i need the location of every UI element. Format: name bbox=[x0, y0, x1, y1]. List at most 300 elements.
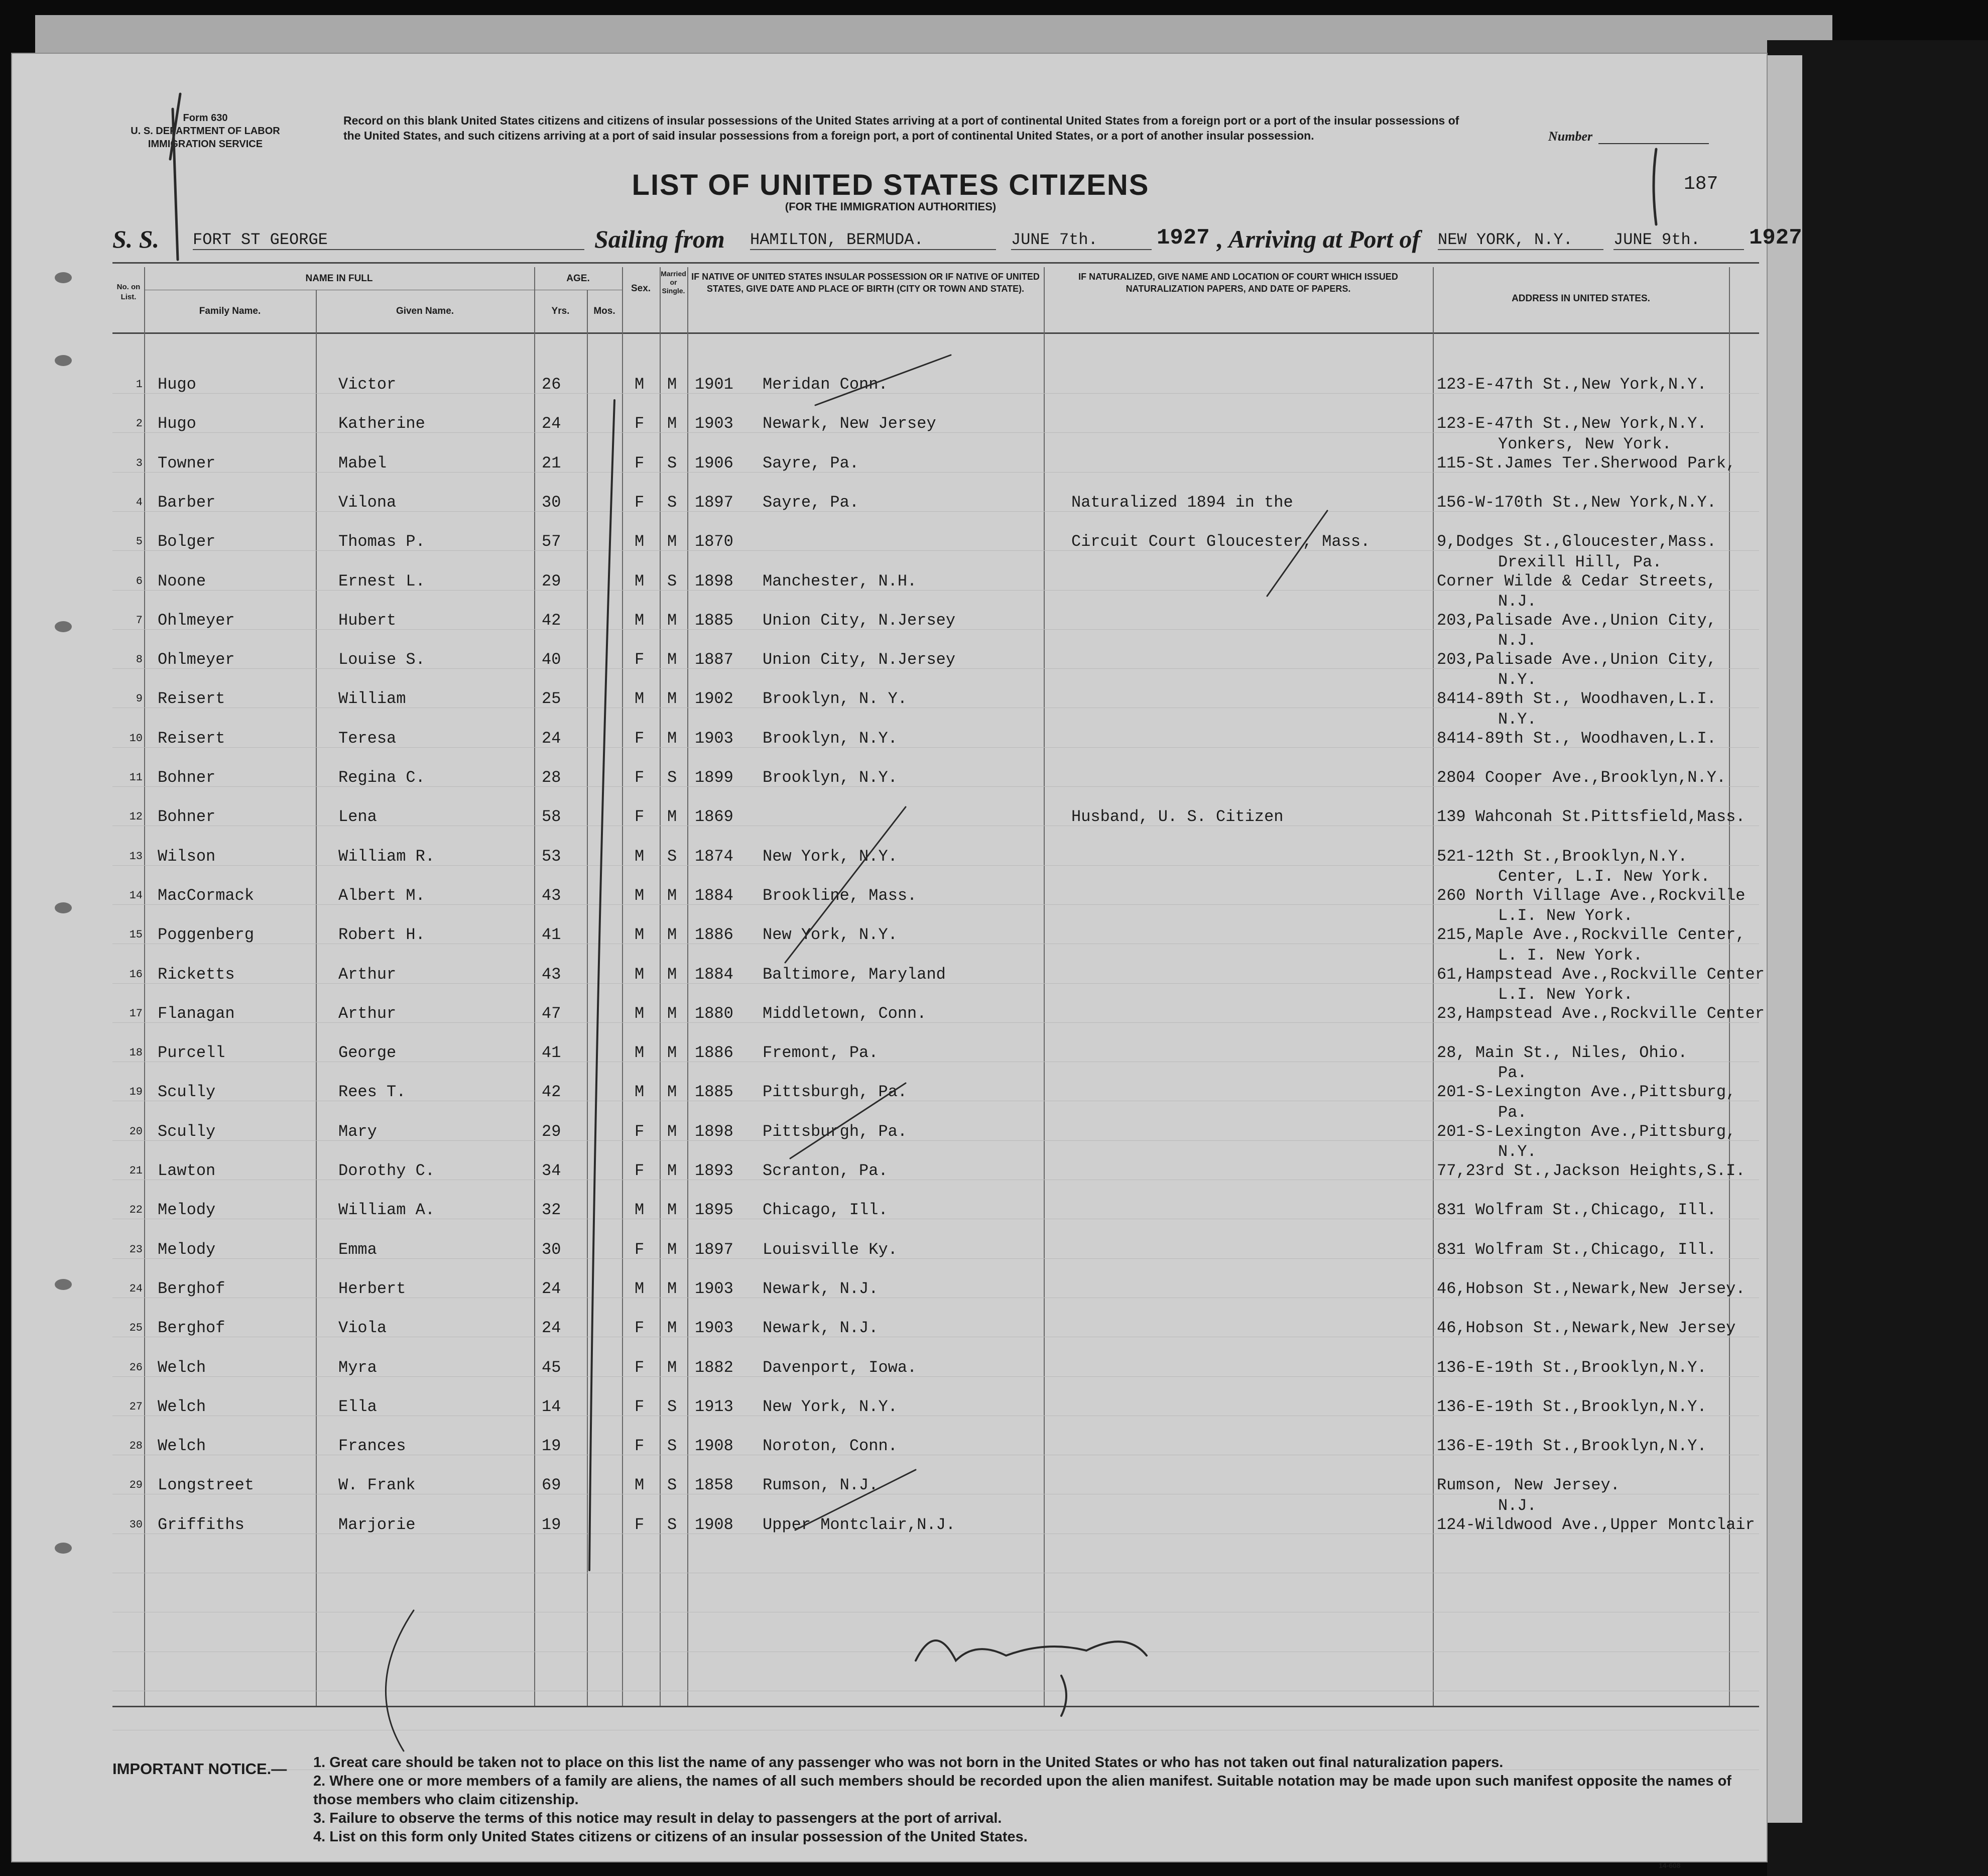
birth-year: 1903 bbox=[695, 1279, 733, 1298]
marital-status: M bbox=[667, 965, 677, 984]
marital-status: M bbox=[667, 729, 677, 748]
birth-year: 1870 bbox=[695, 532, 733, 551]
birth-place: Newark, N.J. bbox=[763, 1279, 879, 1298]
age-years: 28 bbox=[542, 768, 561, 787]
header-sex: Sex. bbox=[631, 283, 651, 294]
family-name: Bolger bbox=[158, 532, 216, 551]
marital-status: M bbox=[667, 1004, 677, 1023]
row-number: 29 bbox=[129, 1479, 143, 1492]
table-row bbox=[12, 1437, 1767, 1476]
family-name: Wilson bbox=[158, 847, 216, 866]
given-name: Katherine bbox=[338, 414, 425, 433]
row-number: 13 bbox=[129, 850, 143, 863]
address: 23,Hampstead Ave.,Rockville Center bbox=[1437, 1004, 1765, 1023]
sex: M bbox=[635, 925, 645, 945]
age-years: 29 bbox=[542, 571, 561, 591]
address-continuation: N.Y. bbox=[1498, 1142, 1537, 1161]
given-name: George bbox=[338, 1043, 397, 1063]
punch-hole bbox=[55, 902, 72, 913]
age-years: 30 bbox=[542, 1240, 561, 1259]
birth-year: 1897 bbox=[695, 1240, 733, 1259]
sex: M bbox=[635, 1201, 645, 1220]
table-row bbox=[12, 985, 1767, 1043]
given-name: Rees T. bbox=[338, 1083, 406, 1102]
header-age: AGE. bbox=[566, 273, 590, 284]
given-name: Victor bbox=[338, 375, 397, 394]
address: 831 Wolfram St.,Chicago, Ill. bbox=[1437, 1201, 1716, 1220]
punch-hole bbox=[55, 355, 72, 366]
marital-status: M bbox=[667, 1319, 677, 1338]
sex: M bbox=[635, 1083, 645, 1102]
given-name: William bbox=[338, 689, 406, 709]
marital-status: S bbox=[667, 1397, 677, 1416]
birth-year: 1902 bbox=[695, 689, 733, 709]
sex: F bbox=[635, 1319, 645, 1338]
marital-status: S bbox=[667, 1476, 677, 1495]
address-continuation: L.I. New York. bbox=[1498, 985, 1633, 1004]
birth-year: 1908 bbox=[695, 1437, 733, 1456]
birth-year: 1884 bbox=[695, 886, 733, 905]
birth-place: Baltimore, Maryland bbox=[763, 965, 946, 984]
family-name: Barber bbox=[158, 493, 216, 512]
birth-place: Pittsburgh, Pa. bbox=[763, 1122, 908, 1141]
address: 260 North Village Ave.,Rockville bbox=[1437, 886, 1746, 905]
family-name: Scully bbox=[158, 1122, 216, 1141]
sex: F bbox=[635, 650, 645, 669]
age-years: 24 bbox=[542, 1279, 561, 1298]
address: 46,Hobson St.,Newark,New Jersey. bbox=[1437, 1279, 1746, 1298]
address: 123-E-47th St.,New York,N.Y. bbox=[1437, 414, 1707, 433]
header-naturalized: IF NATURALIZED, GIVE NAME AND LOCATION OF COURT WHICH ISSUED NATURALIZATION PAPERS, AND DATE OF PAPERS. bbox=[1078, 272, 1398, 294]
header-yrs: Yrs. bbox=[551, 306, 570, 316]
sex: M bbox=[635, 1476, 645, 1495]
family-name: Griffiths bbox=[158, 1515, 244, 1534]
given-name: Ernest L. bbox=[338, 571, 425, 591]
naturalization: Husband, U. S. Citizen bbox=[1071, 807, 1284, 827]
sex: M bbox=[635, 1043, 645, 1063]
sex: F bbox=[635, 1358, 645, 1377]
table-bottom-rule bbox=[112, 1706, 1759, 1707]
sex: M bbox=[635, 375, 645, 394]
birth-place: Union City, N.Jersey bbox=[763, 650, 956, 669]
sex: M bbox=[635, 965, 645, 984]
address-continuation: N.J. bbox=[1498, 1496, 1537, 1515]
address-continuation: N.J. bbox=[1498, 631, 1537, 650]
address-continuation: L.I. New York. bbox=[1498, 906, 1633, 925]
address: 115-St.James Ter.Sherwood Park, bbox=[1437, 453, 1736, 473]
sex: F bbox=[635, 1397, 645, 1416]
row-number: 7 bbox=[136, 614, 143, 627]
family-name: Poggenberg bbox=[158, 925, 255, 945]
age-years: 45 bbox=[542, 1358, 561, 1377]
given-name: Viola bbox=[338, 1319, 387, 1338]
row-number: 22 bbox=[129, 1204, 143, 1217]
age-years: 40 bbox=[542, 650, 561, 669]
signature-stroke bbox=[916, 1640, 1147, 1661]
birth-place: New York, N.Y. bbox=[763, 847, 898, 866]
marital-status: M bbox=[667, 807, 677, 827]
table-row bbox=[12, 1240, 1767, 1279]
row-number: 18 bbox=[129, 1046, 143, 1060]
address: 201-S-Lexington Ave.,Pittsburg, bbox=[1437, 1083, 1736, 1102]
sex: M bbox=[635, 611, 645, 630]
punch-hole bbox=[55, 1543, 72, 1554]
given-name: Lena bbox=[338, 807, 377, 827]
row-number: 5 bbox=[136, 535, 143, 548]
row-number: 21 bbox=[129, 1164, 143, 1177]
address: 156-W-170th St.,New York,N.Y. bbox=[1437, 493, 1716, 512]
sailing-label: Sailing from bbox=[594, 225, 725, 253]
family-name: Melody bbox=[158, 1240, 216, 1259]
punch-hole bbox=[55, 1279, 72, 1290]
table-row bbox=[12, 710, 1767, 768]
family-name: Berghof bbox=[158, 1279, 225, 1298]
given-name: Vilona bbox=[338, 493, 397, 512]
address: 201-S-Lexington Ave.,Pittsburg, bbox=[1437, 1122, 1736, 1141]
age-years: 69 bbox=[542, 1476, 561, 1495]
address-continuation: Drexill Hill, Pa. bbox=[1498, 552, 1662, 571]
address: 123-E-47th St.,New York,N.Y. bbox=[1437, 375, 1707, 394]
header-married-single: Married or Single. bbox=[661, 270, 686, 295]
address: 831 Wolfram St.,Chicago, Ill. bbox=[1437, 1240, 1716, 1259]
age-years: 24 bbox=[542, 1319, 561, 1338]
age-years: 53 bbox=[542, 847, 561, 866]
row-number: 24 bbox=[129, 1282, 143, 1295]
family-name: Welch bbox=[158, 1437, 206, 1456]
sex: F bbox=[635, 1161, 645, 1180]
birth-year: 1882 bbox=[695, 1358, 733, 1377]
punch-hole bbox=[55, 272, 72, 283]
age-years: 42 bbox=[542, 1083, 561, 1102]
given-name: William R. bbox=[338, 847, 435, 866]
birth-year: 1897 bbox=[695, 493, 733, 512]
number-underline bbox=[1598, 143, 1709, 144]
row-number: 15 bbox=[129, 928, 143, 942]
row-number: 20 bbox=[129, 1125, 143, 1138]
table-top-rule bbox=[112, 262, 1759, 264]
page-number: 187 bbox=[1684, 173, 1718, 195]
family-name: Scully bbox=[158, 1083, 216, 1102]
given-name: Regina C. bbox=[338, 768, 425, 787]
marital-status: S bbox=[667, 1437, 677, 1456]
birth-place: Newark, New Jersey bbox=[763, 414, 936, 433]
address-continuation: L. I. New York. bbox=[1498, 946, 1643, 965]
row-number: 25 bbox=[129, 1322, 143, 1335]
birth-year: 1908 bbox=[695, 1515, 733, 1534]
page-subtitle: (FOR THE IMMIGRATION AUTHORITIES) bbox=[785, 200, 997, 213]
sex: F bbox=[635, 414, 645, 433]
arrival-port: NEW YORK, N.Y. bbox=[1438, 230, 1603, 250]
table-row bbox=[12, 1201, 1767, 1240]
age-years: 14 bbox=[542, 1397, 561, 1416]
age-years: 47 bbox=[542, 1004, 561, 1023]
age-years: 43 bbox=[542, 886, 561, 905]
table-row bbox=[12, 375, 1767, 414]
table-row bbox=[12, 1358, 1767, 1397]
header-no: No. on List. bbox=[116, 283, 141, 301]
birth-place: Brooklyn, N.Y. bbox=[763, 729, 898, 748]
sex: F bbox=[635, 1122, 645, 1141]
birth-place: Middletown, Conn. bbox=[763, 1004, 927, 1023]
given-name: Mabel bbox=[338, 453, 387, 473]
address-continuation: N.Y. bbox=[1498, 670, 1537, 689]
address-continuation: Center, L.I. New York. bbox=[1498, 867, 1710, 886]
address: 8414-89th St., Woodhaven,L.I. bbox=[1437, 689, 1716, 709]
marital-status: M bbox=[667, 925, 677, 945]
address: 124-Wildwood Ave.,Upper Montclair bbox=[1437, 1515, 1755, 1534]
marital-status: S bbox=[667, 847, 677, 866]
notice-item: 2. Where one or more members of a family are aliens, the names of all such members should be recorded upon the alien manifest. Suitable notation may be made upon such manifest opposite the names of those members who claim citizenship. bbox=[313, 1773, 1731, 1808]
family-name: Lawton bbox=[158, 1161, 216, 1180]
address: 61,Hampstead Ave.,Rockville Center bbox=[1437, 965, 1765, 984]
sex: M bbox=[635, 689, 645, 709]
address: 521-12th St.,Brooklyn,N.Y. bbox=[1437, 847, 1688, 866]
sex: F bbox=[635, 768, 645, 787]
age-years: 24 bbox=[542, 414, 561, 433]
address-continuation: Pa. bbox=[1498, 1103, 1527, 1122]
notice-item: 1. Great care should be taken not to place on this list the name of any passenger who was not born in the United States or who has not taken out final naturalization papers. bbox=[313, 1754, 1504, 1771]
birth-year: 1899 bbox=[695, 768, 733, 787]
address: Rumson, New Jersey. bbox=[1437, 1476, 1620, 1495]
birth-place: Union City, N.Jersey bbox=[763, 611, 956, 630]
ship-name: FORT ST GEORGE bbox=[193, 230, 584, 250]
family-name: Hugo bbox=[158, 414, 196, 433]
age-years: 19 bbox=[542, 1515, 561, 1534]
page-title: LIST OF UNITED STATES CITIZENS bbox=[632, 169, 1150, 201]
birth-year: 1898 bbox=[695, 571, 733, 591]
address-continuation: N.J. bbox=[1498, 592, 1537, 611]
birth-place: Pittsburgh, Pa. bbox=[763, 1083, 908, 1102]
notice-item: 4. List on this form only United States citizens or citizens of an insular possession of the United States. bbox=[313, 1829, 1028, 1845]
birth-place: Davenport, Iowa. bbox=[763, 1358, 917, 1377]
birth-place: New York, N.Y. bbox=[763, 1397, 898, 1416]
table-row bbox=[12, 434, 1767, 493]
number-label: Number bbox=[1548, 129, 1593, 144]
sex: F bbox=[635, 807, 645, 827]
marital-status: M bbox=[667, 1201, 677, 1220]
given-name: Arthur bbox=[338, 965, 397, 984]
family-name: Towner bbox=[158, 453, 216, 473]
row-number: 26 bbox=[129, 1361, 143, 1374]
age-years: 58 bbox=[542, 807, 561, 827]
marital-status: M bbox=[667, 1358, 677, 1377]
given-name: Emma bbox=[338, 1240, 377, 1259]
family-name: Welch bbox=[158, 1397, 206, 1416]
sex: F bbox=[635, 453, 645, 473]
table-row bbox=[12, 1397, 1767, 1437]
row-number: 2 bbox=[136, 417, 143, 430]
marital-status: M bbox=[667, 611, 677, 630]
sex: F bbox=[635, 1515, 645, 1534]
address: 46,Hobson St.,Newark,New Jersey bbox=[1437, 1319, 1736, 1338]
given-name: Arthur bbox=[338, 1004, 397, 1023]
row-number: 28 bbox=[129, 1440, 143, 1453]
form-code: 14-608 bbox=[1659, 1861, 1681, 1869]
row-number: 10 bbox=[129, 732, 143, 745]
marital-status: M bbox=[667, 532, 677, 551]
marital-status: S bbox=[667, 1515, 677, 1534]
birth-place: Noroton, Conn. bbox=[763, 1437, 898, 1456]
age-years: 21 bbox=[542, 453, 561, 473]
birth-year: 1885 bbox=[695, 1083, 733, 1102]
given-name: Dorothy C. bbox=[338, 1161, 435, 1180]
family-name: Ohlmeyer bbox=[158, 611, 235, 630]
marital-status: M bbox=[667, 1043, 677, 1063]
row-number: 3 bbox=[136, 456, 143, 470]
given-name: William A. bbox=[338, 1201, 435, 1220]
given-name: Thomas P. bbox=[338, 532, 425, 551]
row-number: 6 bbox=[136, 574, 143, 588]
family-name: Noone bbox=[158, 571, 206, 591]
table-row bbox=[12, 493, 1767, 532]
birth-year: 1874 bbox=[695, 847, 733, 866]
marital-status: S bbox=[667, 453, 677, 473]
table-row bbox=[12, 1319, 1767, 1358]
marital-status: M bbox=[667, 1161, 677, 1180]
family-name: Purcell bbox=[158, 1043, 225, 1063]
age-years: 26 bbox=[542, 375, 561, 394]
header-mos: Mos. bbox=[593, 306, 615, 316]
family-name: Bohner bbox=[158, 807, 216, 827]
marital-status: M bbox=[667, 886, 677, 905]
given-name: Teresa bbox=[338, 729, 397, 748]
birth-year: 1858 bbox=[695, 1476, 733, 1495]
birth-year: 1886 bbox=[695, 1043, 733, 1063]
marital-status: S bbox=[667, 493, 677, 512]
header-address: ADDRESS IN UNITED STATES. bbox=[1512, 293, 1650, 304]
marital-status: S bbox=[667, 768, 677, 787]
birth-year: 1898 bbox=[695, 1122, 733, 1141]
sex: F bbox=[635, 1240, 645, 1259]
address: 28, Main St., Niles, Ohio. bbox=[1437, 1043, 1688, 1063]
row-number: 17 bbox=[129, 1007, 143, 1020]
given-name: Marjorie bbox=[338, 1515, 416, 1534]
age-years: 25 bbox=[542, 689, 561, 709]
address: 2804 Cooper Ave.,Brooklyn,N.Y. bbox=[1437, 768, 1726, 787]
arrival-year: 1927 bbox=[1749, 225, 1802, 251]
marital-status: M bbox=[667, 1279, 677, 1298]
row-number: 1 bbox=[136, 378, 143, 391]
record-instructions: Record on this blank United States citizens and citizens of insular possessions of the United States arriving at a port of continental United States from a foreign port or a port of the insular possessions of the United States, and such citizens arriving at a port of said insular possessions from a foreign port, a port of continental United States, or a port of another insular possession. bbox=[343, 114, 1459, 142]
family-name: Longstreet bbox=[158, 1476, 255, 1495]
birth-year: 1901 bbox=[695, 375, 733, 394]
sex: F bbox=[635, 1437, 645, 1456]
header-name-in-full: NAME IN FULL bbox=[305, 273, 373, 284]
birth-year: 1913 bbox=[695, 1397, 733, 1416]
naturalization: Circuit Court Gloucester, Mass. bbox=[1071, 532, 1371, 551]
marital-status: M bbox=[667, 650, 677, 669]
address: 9,Dodges St.,Gloucester,Mass. bbox=[1437, 532, 1716, 551]
row-number: 19 bbox=[129, 1086, 143, 1099]
table-header-rule bbox=[112, 332, 1759, 334]
family-name: Ricketts bbox=[158, 965, 235, 984]
table-row bbox=[12, 1279, 1767, 1319]
row-number: 14 bbox=[129, 889, 143, 902]
arrival-date: JUNE 9th. bbox=[1613, 230, 1744, 250]
birth-place: Fremont, Pa. bbox=[763, 1043, 879, 1063]
family-name: Melody bbox=[158, 1201, 216, 1220]
age-years: 19 bbox=[542, 1437, 561, 1456]
birth-place: Sayre, Pa. bbox=[763, 453, 859, 473]
sex: M bbox=[635, 1279, 645, 1298]
sex: M bbox=[635, 886, 645, 905]
given-name: Frances bbox=[338, 1437, 406, 1456]
birth-year: 1903 bbox=[695, 414, 733, 433]
birth-place: Chicago, Ill. bbox=[763, 1201, 888, 1220]
row-number: 11 bbox=[129, 771, 143, 784]
age-years: 29 bbox=[542, 1122, 561, 1141]
age-years: 34 bbox=[542, 1161, 561, 1180]
birth-place: Manchester, N.H. bbox=[763, 571, 917, 591]
sailing-port: HAMILTON, BERMUDA. bbox=[750, 230, 996, 250]
address: 77,23rd St.,Jackson Heights,S.I. bbox=[1437, 1161, 1746, 1180]
birth-place: Newark, N.J. bbox=[763, 1319, 879, 1338]
birth-place: Brooklyn, N.Y. bbox=[763, 768, 898, 787]
age-years: 57 bbox=[542, 532, 561, 551]
birth-year: 1893 bbox=[695, 1161, 733, 1180]
naturalization: Naturalized 1894 in the bbox=[1071, 493, 1293, 512]
row-number: 9 bbox=[136, 692, 143, 706]
manifest-sheet bbox=[11, 53, 1802, 1869]
birth-place: Upper Montclair,N.J. bbox=[763, 1515, 956, 1534]
birth-place: Louisville Ky. bbox=[763, 1240, 898, 1259]
row-number: 12 bbox=[129, 810, 143, 824]
given-name: Albert M. bbox=[338, 886, 425, 905]
age-years: 42 bbox=[542, 611, 561, 630]
given-name: Herbert bbox=[338, 1279, 406, 1298]
sex: M bbox=[635, 847, 645, 866]
given-name: Myra bbox=[338, 1358, 377, 1377]
birth-year: 1895 bbox=[695, 1201, 733, 1220]
birth-place: Meridan Conn. bbox=[763, 375, 888, 394]
given-name: Robert H. bbox=[338, 925, 425, 945]
age-years: 43 bbox=[542, 965, 561, 984]
row-number: 16 bbox=[129, 968, 143, 981]
address: 136-E-19th St.,Brooklyn,N.Y. bbox=[1437, 1358, 1707, 1377]
row-number: 8 bbox=[136, 653, 143, 666]
family-name: Ohlmeyer bbox=[158, 650, 235, 669]
birth-year: 1887 bbox=[695, 650, 733, 669]
sex: M bbox=[635, 571, 645, 591]
sailing-year: 1927 bbox=[1157, 225, 1210, 251]
table-row bbox=[12, 1142, 1767, 1201]
marital-status: M bbox=[667, 1083, 677, 1102]
family-name: Reisert bbox=[158, 729, 225, 748]
address: 139 Wahconah St.Pittsfield,Mass. bbox=[1437, 807, 1746, 827]
form-identification bbox=[110, 111, 301, 151]
marital-status: S bbox=[667, 571, 677, 591]
address-continuation: N.Y. bbox=[1498, 710, 1537, 729]
birth-year: 1880 bbox=[695, 1004, 733, 1023]
age-years: 41 bbox=[542, 1043, 561, 1063]
given-name: W. Frank bbox=[338, 1476, 416, 1495]
birth-year: 1884 bbox=[695, 965, 733, 984]
form-label: Form 630 bbox=[183, 112, 228, 124]
marital-status: M bbox=[667, 375, 677, 394]
birth-year: 1886 bbox=[695, 925, 733, 945]
table-row bbox=[12, 807, 1767, 847]
given-name: Hubert bbox=[338, 611, 397, 630]
birth-place: Brooklyn, N. Y. bbox=[763, 689, 908, 709]
header-family-name: Family Name. bbox=[199, 306, 261, 316]
header-given-name: Given Name. bbox=[396, 306, 454, 316]
arriving-label: , Arriving at Port of bbox=[1217, 225, 1421, 253]
service-label: IMMIGRATION SERVICE bbox=[148, 139, 263, 150]
age-years: 30 bbox=[542, 493, 561, 512]
department-label: U. S. DEPARTMENT OF LABOR bbox=[131, 126, 280, 137]
birth-year: 1903 bbox=[695, 729, 733, 748]
address: 203,Palisade Ave.,Union City, bbox=[1437, 611, 1716, 630]
